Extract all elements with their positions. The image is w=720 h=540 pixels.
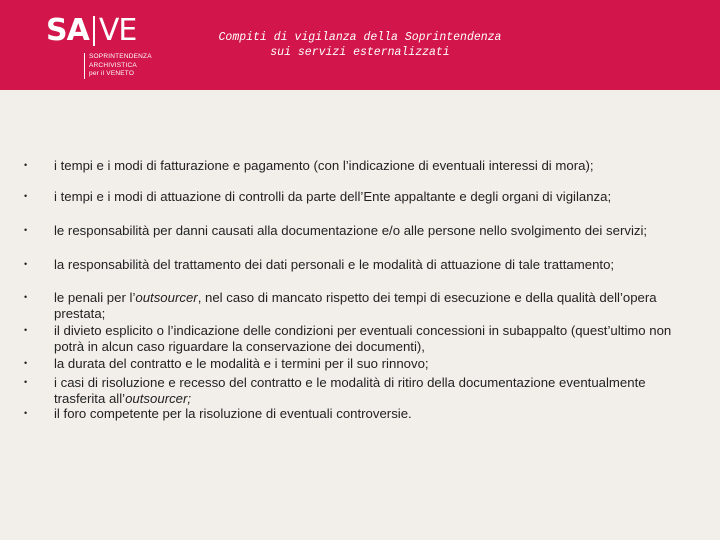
list-item [24, 406, 674, 422]
bullet-icon: • [24, 259, 28, 270]
page-title-line: sui servizi esternalizzati [270, 46, 450, 59]
header-bar [0, 0, 720, 90]
page-title [200, 30, 520, 60]
page-title-line: Compiti di vigilanza della Soprintendenza [218, 31, 502, 44]
logo-subtitle [84, 53, 152, 79]
logo-subtitle-line: ARCHIVISTICA [89, 61, 137, 69]
list-item-text: i tempi e i modi di attuazione di controlli da parte dell’Ente appaltante e degli organi di vigilanza; [54, 189, 612, 205]
list-item [24, 158, 674, 189]
list-item-text-pre: i casi di risoluzione e recesso del contratto e le modalità di ritiro della documentazione eventualmente trasferita all’ [54, 375, 646, 406]
list-item-text: i tempi e i modi di fatturazione e pagamento (con l’indicazione di eventuali interessi di mora); [54, 158, 594, 173]
bullet-icon: • [24, 292, 28, 303]
save-logo [46, 13, 152, 77]
list-item [24, 223, 674, 257]
list-item [24, 356, 674, 375]
bullet-icon: • [24, 408, 28, 419]
list-item-text: la durata del contratto e le modalità e i termini per il suo rinnovo; [54, 356, 429, 372]
logo-subtitle-line: SOPRINTENDENZA [89, 53, 152, 60]
list-item-text: il foro competente per la risoluzione di eventuali controversie. [54, 406, 412, 422]
list-item-emphasis: outsourcer [135, 290, 198, 306]
list-item-text-pre: le penali per l’ [54, 290, 136, 306]
list-item [24, 189, 674, 223]
bullet-icon: • [24, 325, 28, 336]
bullet-icon: • [24, 358, 28, 369]
logo-brand-b: VE [98, 13, 137, 48]
list-item-text-post: , nel caso di mancato rispetto dei tempi di esecuzione e della qualità dell’opera prestata; [54, 290, 657, 321]
logo-brand-a: SA [46, 13, 89, 48]
duties-list [24, 158, 674, 422]
bullet-icon: • [24, 377, 28, 388]
bullet-icon: • [24, 191, 28, 202]
list-item-text: le responsabilità per danni causati alla documentazione e/o alle persone nello svolgimento dei servizi; [54, 223, 648, 239]
list-item-text: la responsabilità del trattamento dei dati personali e le modalità di attuazione di tale trattamento; [54, 257, 615, 273]
list-item [24, 290, 674, 323]
bullet-icon: • [24, 225, 28, 236]
logo-divider [93, 16, 95, 46]
logo-subtitle-line: per il VENETO [89, 70, 135, 77]
list-item [24, 257, 674, 290]
list-item-text: il divieto esplicito o l’indicazione delle condizioni per eventuali concessioni in subappalto (quest’ultimo non potrà in alcun caso riguardare la conservazione dei documenti), [54, 323, 672, 354]
list-item-emphasis: outsourcer; [125, 390, 192, 406]
list-item [24, 375, 674, 406]
list-item [24, 323, 674, 356]
bullet-icon: • [24, 160, 28, 170]
logo-wordmark [46, 14, 136, 48]
